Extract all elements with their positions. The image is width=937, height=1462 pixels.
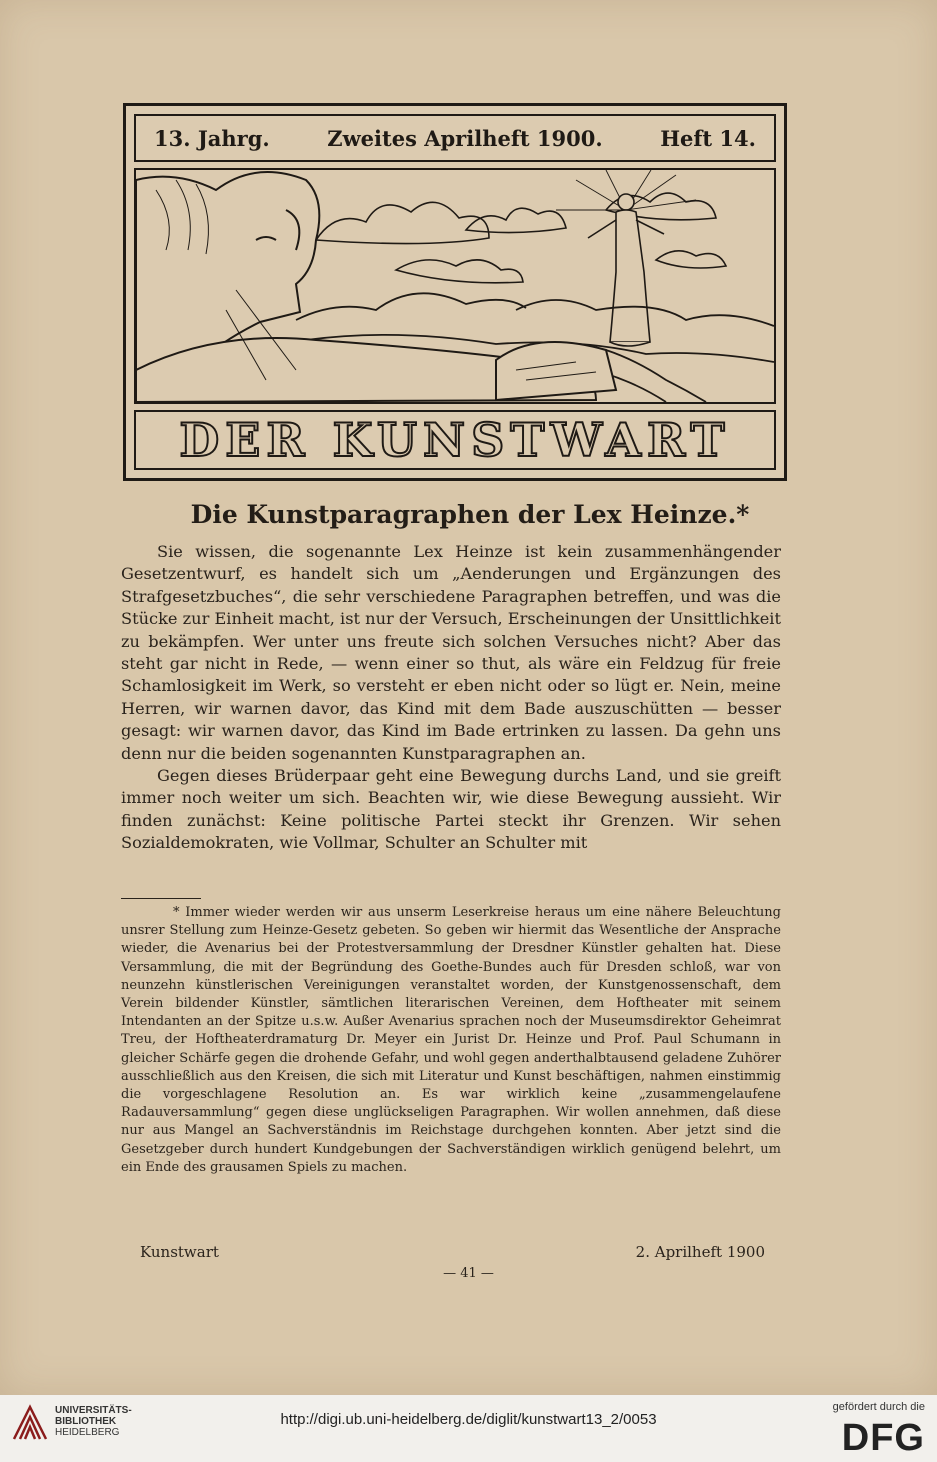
masthead-illustration [134,168,776,404]
viewer-footer [0,1395,937,1462]
masthead [123,103,787,481]
issue-date: 2. Aprilheft 1900 [635,1243,765,1261]
page-footer [140,1243,765,1261]
article-title: Die Kunstparagraphen der Lex Heinze.* [190,500,750,529]
library-name[interactable]: UNIVERSITÄTS- BIBLIOTHEK HEIDELBERG [55,1405,132,1438]
dfg-logo[interactable]: DFG [841,1417,925,1459]
issue-label: Zweites Aprilheft 1900. [327,125,603,151]
footnote [121,904,781,1177]
journal-name: Kunstwart [140,1243,219,1261]
masthead-title: DER KUNSTWART [134,410,776,470]
paragraph: Sie wissen, die sogenannte Lex Heinze ist kein zusammenhängender Gesetzentwurf, es handelt sich um „Aenderungen und Ergänzungen des Strafgesetzbuches“, die sehr verschiedene Paragraphen betreffen, und was die Stücke zur Einheit macht, ist nur der Versuch, Erscheinungen der Unsittlichkeit zu bekämpfen. Wer unter uns freute sich solchen Versuches nicht? Aber das steht gar nicht in Rede, — wenn einer so thut, als wäre ein Feldzug für freie Schamlosigkeit im Werk, so versteht er eben nicht oder so lügt er. Nein, meine Herren, wir warnen davor, das Kind mit dem Bade auszuschütten — besser gesagt: wir warnen davor, das Kind im Bade ertrinken zu lassen. Da gehn uns denn nur die beiden sogenannten Kunstparagraphen an. [121,542,781,763]
masthead-header [134,114,776,162]
document-url-link[interactable]: http://digi.ub.uni-heidelberg.de/diglit/kunstwart13_2/0053 [280,1411,657,1428]
number-label: Heft 14. [660,125,756,151]
funding-label: gefördert durch die [832,1401,925,1413]
illustration-drawing [136,170,774,402]
volume-label: 13. Jahrg. [154,125,270,151]
footnote-text: * Immer wieder werden wir aus unserm Leserkreise heraus um eine nähere Beleuchtung unsrer Stellung zum Heinze-Gesetz gebeten. So geben wir hiermit das Wesentliche der Ansprache wieder, die Avenarius bei der Protestversammlung der Dresdner Künstler gehalten hat. Diese Versammlung, die mit der Begründung des Goethe-Bundes auch für Dresden schloß, war von neunzehn künstlerischen Vereinigungen veranstaltet worden, der Kunstgenossenschaft, dem Verein bildender Künstler, sämtlichen literarischen Vereinen, dem Hoftheater mit seinem Intendanten an der Spitze u.s.w. Außer Avenarius sprachen noch der Museumsdirektor Geheimrat Treu, der Hoftheaterdramaturg Dr. Meyer ein Jurist Dr. Heinze und Prof. Paul Schumann in gleicher Schärfe gegen die drohende Gefahr, und wohl gegen anderthalbtausend geladene Zuhörer ausschließlich aus den Kreisen, die sich mit Literatur und Kunst beschäftigen, nahmen einstimmig die vorgeschlagene Resolution an. Es war wirklich keine „zusammengelaufene Radauversammlung“ gegen diese unglückseligen Paragraphen. Wir wollen annehmen, daß diese nur aus Mangel an Sachverständnis im Reichstage durchgehen konnten. Aber jetzt sind die Gesetzgeber durch hundert Kundgebungen der Sachverständigen wirklich genügend belehrt, um ein Ende des grausamen Spiels zu machen. [121,905,781,1175]
footnote-divider [121,898,201,899]
article-body [121,541,781,855]
page-number: — 41 — [443,1266,494,1281]
paragraph: Gegen dieses Brüderpaar geht eine Bewegung durchs Land, und sie greift immer noch weiter um sich. Beachten wir, wie diese Bewegung aussieht. Wir finden zunächst: Keine politische Partei steckt ihr Grenzen. Wir sehen Sozialdemokraten, wie Vollmar, Schulter an Schulter mit [121,766,781,853]
